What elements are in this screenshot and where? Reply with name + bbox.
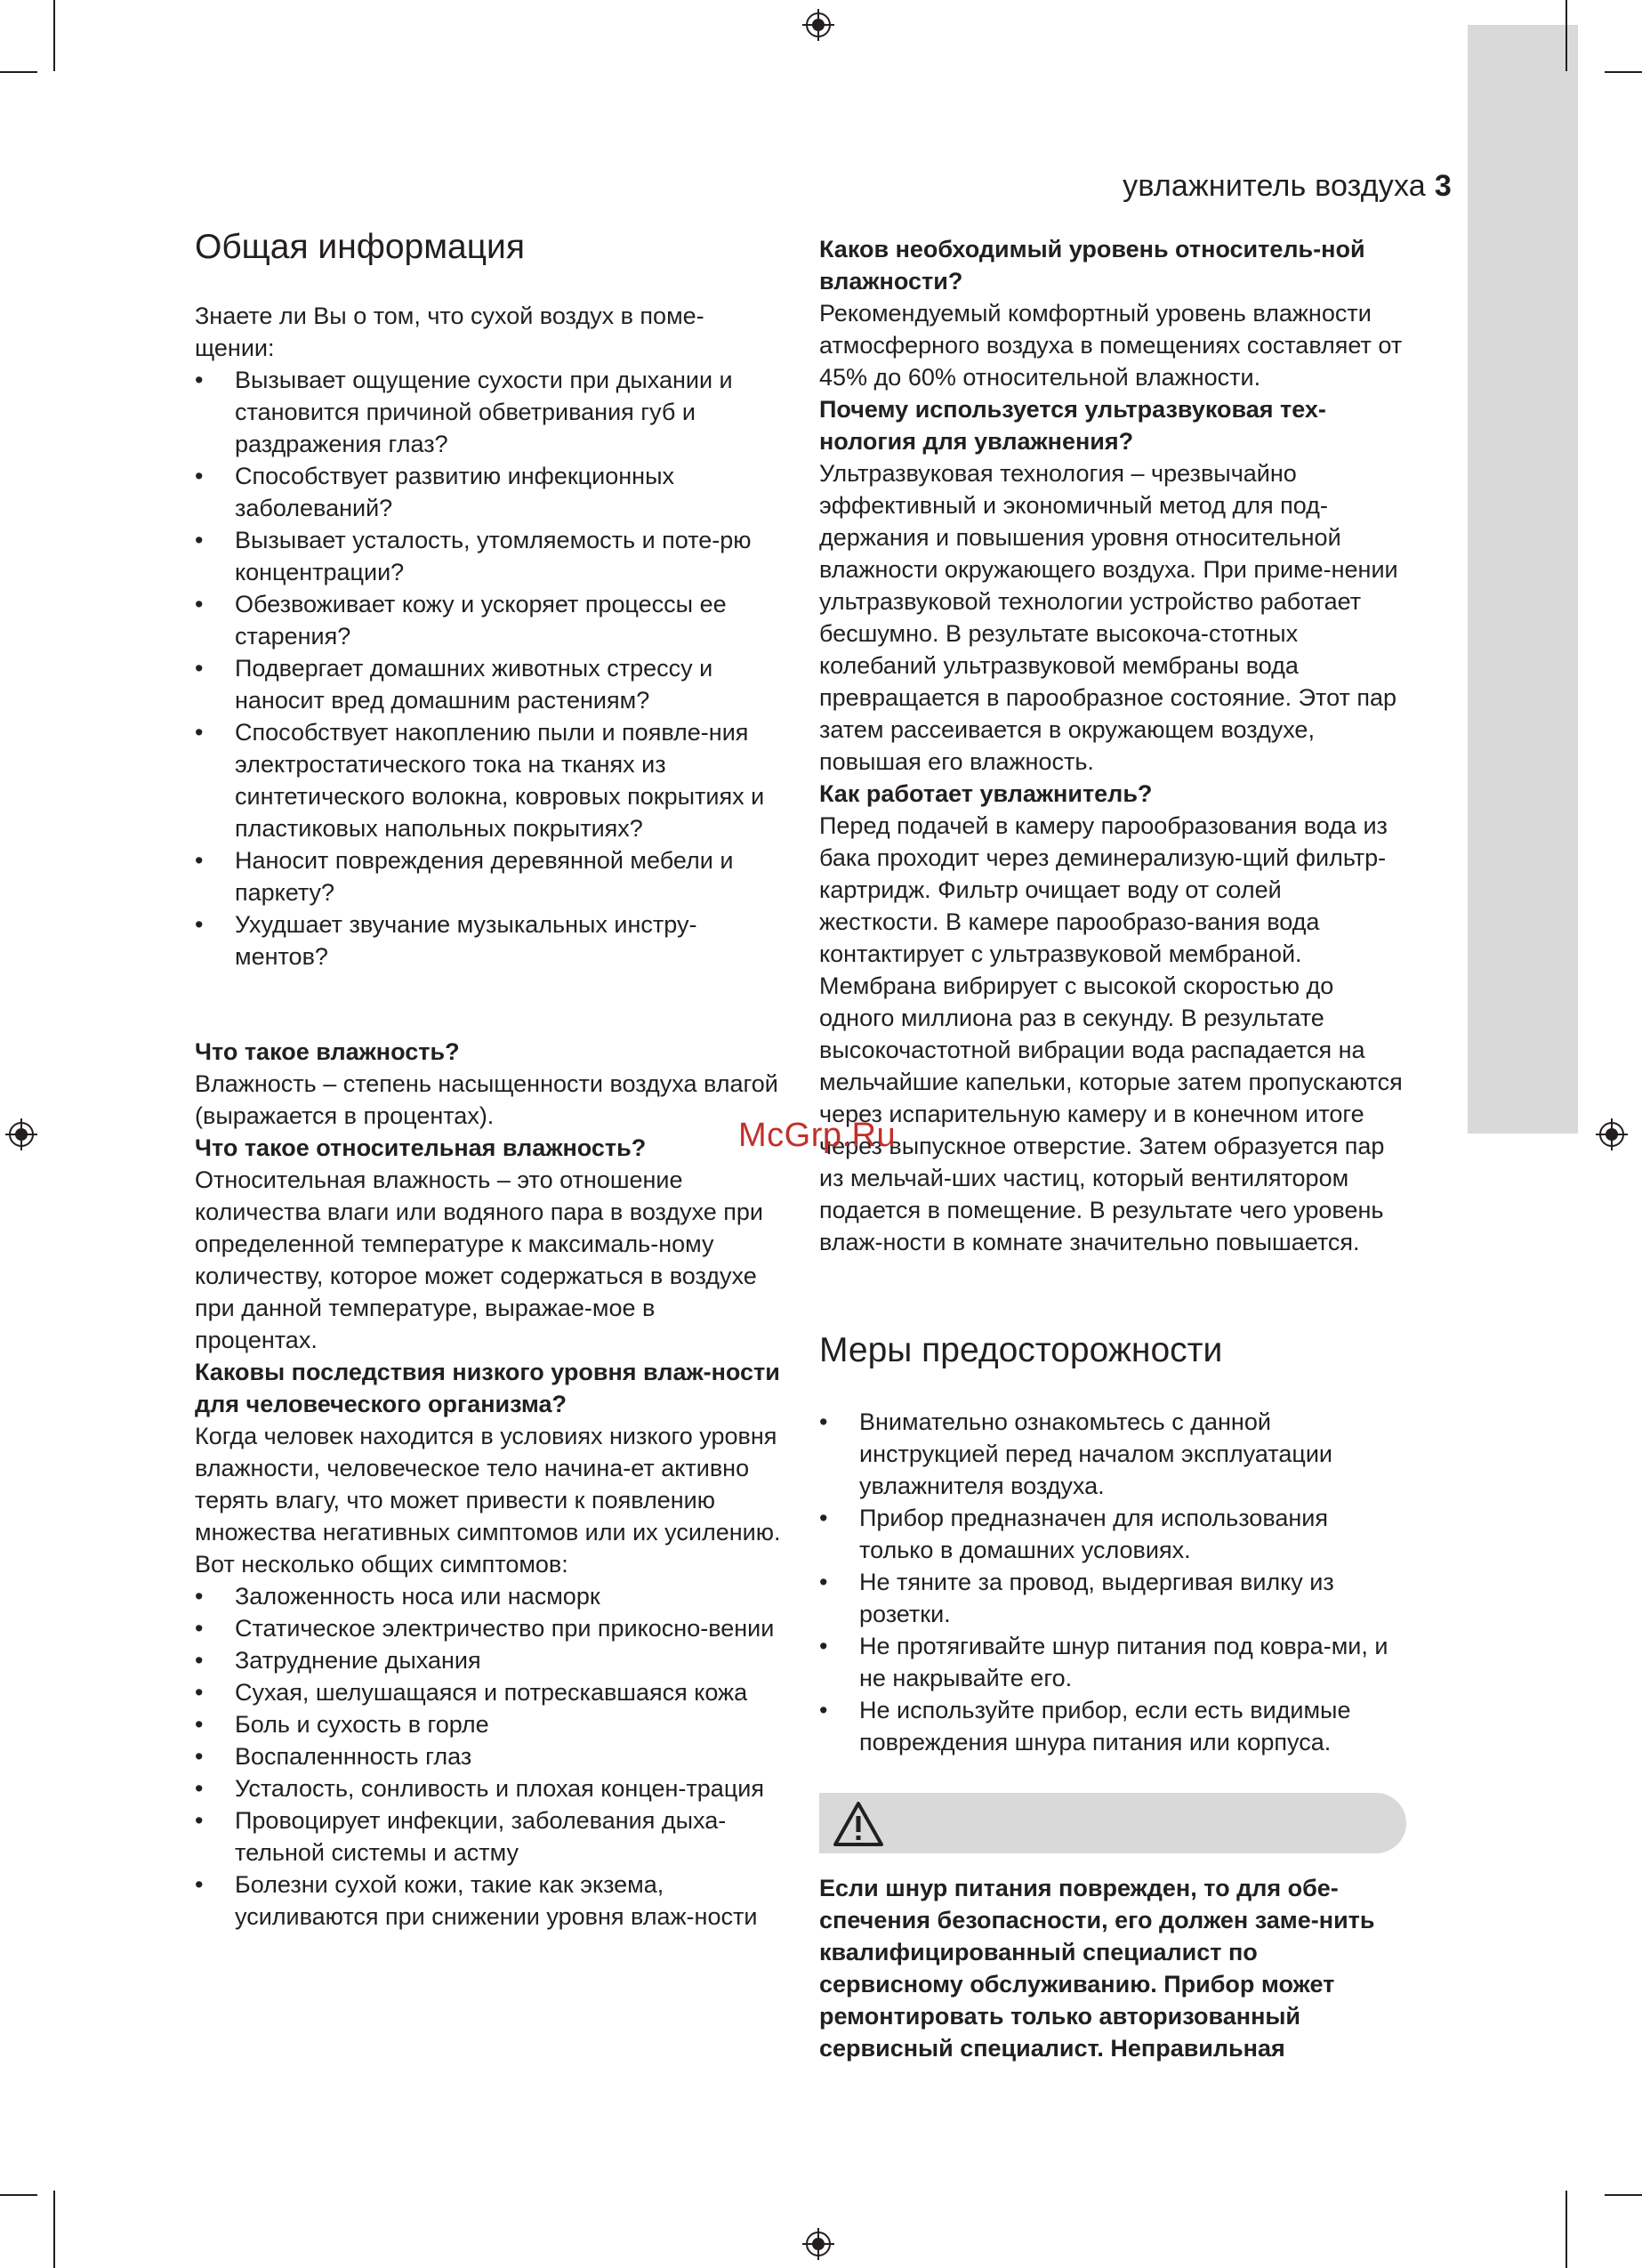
- list-item: • Не используйте прибор, если есть видимые повреждения шнура питания или корпуса.: [819, 1694, 1406, 1758]
- list-item: • Обезвоживает кожу и ускоряет процессы ее старения?: [195, 588, 782, 652]
- registration-target-icon: [802, 2228, 834, 2260]
- question-heading: Что такое влажность?: [195, 1038, 460, 1065]
- dry-air-effects-list: [195, 364, 782, 973]
- question-heading: Почему используется ультразвуковая тех-нология для увлажнения?: [819, 396, 1326, 455]
- list-item: • Подвергает домашних животных стрессу и наносит вред домашним растениям?: [195, 652, 782, 716]
- running-header: [1123, 169, 1452, 204]
- intro-block: [195, 300, 782, 973]
- running-header-title: увлажнитель воздуха: [1123, 169, 1426, 203]
- answer-text: Влажность – степень насыщенности воздуха влагой (выражается в процентах).: [195, 1070, 778, 1129]
- question-heading: Что такое относительная влажность?: [195, 1134, 647, 1161]
- question-heading: Как работает увлажнитель?: [819, 780, 1153, 807]
- list-item: • Статическое электричество при прикосно-вении: [195, 1612, 782, 1644]
- registration-target-icon: [5, 1118, 37, 1150]
- list-item: • Усталость, сонливость и плохая концен-трация: [195, 1772, 782, 1804]
- warning-text: Если шнур питания поврежден, то для обе-спечения безопасности, его должен заме-нить квалифицированный специалист по сервисному обслуживанию. Прибор может ремонтировать только авторизованный сервисный специалист. Неправильная: [819, 1875, 1375, 2062]
- symptoms-list: [195, 1580, 782, 1933]
- warning-bar: [819, 1793, 1406, 1853]
- list-item: • Способствует развитию инфекционных заболеваний?: [195, 460, 782, 524]
- precautions-list: [819, 1406, 1406, 1758]
- crop-mark-bottom-left-h: [0, 2194, 37, 2196]
- list-item: • Вызывает ощущение сухости при дыхании и становится причиной обветривания губ и раздражения глаз?: [195, 364, 782, 460]
- symptoms-intro: Вот несколько общих симптомов:: [195, 1551, 568, 1578]
- warning-triangle-icon: [832, 1800, 885, 1848]
- list-item: • Не тяните за провод, выдергивая вилку из розетки.: [819, 1566, 1406, 1630]
- list-item: • Способствует накоплению пыли и появле-ния электростатического тока на тканях из синтетического волокна, ковровых покрытиях и пластиковых напольных покрытиях?: [195, 716, 782, 844]
- precautions-block: [819, 1406, 1406, 1758]
- list-item: • Наносит повреждения деревянной мебели и паркету?: [195, 844, 782, 908]
- list-item: • Не протягивайте шнур питания под ковра-ми, и не накрывайте его.: [819, 1630, 1406, 1694]
- list-item: • Провоцирует инфекции, заболевания дыха-тельной системы и астму: [195, 1804, 782, 1868]
- registration-target-icon: [802, 9, 834, 41]
- crop-mark-bottom-right-v: [1566, 2191, 1567, 2268]
- answer-text: Ультразвуковая технология – чрезвычайно эффективный и экономичный метод для под-держания и повышения уровня относительной влажности окружающего воздуха. При приме-нении ультразвуковой технологии устройство работает бесшумно. В результате высокоча-стотных колебаний ультразвуковой мембраны вода превращается в парообразное состояние. Этот пар затем рассеивается в окружающем воздухе, повышая его влажность.: [819, 460, 1398, 775]
- intro-text: Знаете ли Вы о том, что сухой воздух в поме-щении:: [195, 303, 704, 361]
- list-item: • Воспаленнность глаз: [195, 1740, 782, 1772]
- list-item: • Внимательно ознакомьтесь с данной инструкцией перед началом эксплуатации увлажнителя воздуха.: [819, 1406, 1406, 1502]
- page-number: 3: [1434, 169, 1452, 203]
- list-item: • Ухудшает звучание музыкальных инстру-ментов?: [195, 908, 782, 973]
- list-item: • Боль и сухость в горле: [195, 1708, 782, 1740]
- faq-block-right: [819, 233, 1406, 1258]
- watermark: McGrp.Ru: [738, 1117, 897, 1154]
- list-item: • Прибор предназначен для использования только в домашних условиях.: [819, 1502, 1406, 1566]
- answer-text: Рекомендуемый комфортный уровень влажности атмосферного воздуха в помещениях составляет от 45% до 60% относительной влажности.: [819, 300, 1403, 391]
- list-item: • Затруднение дыхания: [195, 1644, 782, 1676]
- registration-target-icon: [1596, 1118, 1628, 1150]
- crop-mark-top-left-h: [0, 71, 37, 73]
- crop-mark-top-right-h: [1605, 71, 1642, 73]
- question-heading: Каков необходимый уровень относитель-ной влажности?: [819, 236, 1365, 295]
- section-title-general-info: Общая информация: [195, 228, 525, 266]
- list-item: • Сухая, шелушащаяся и потрескавшаяся кожа: [195, 1676, 782, 1708]
- answer-text: Перед подачей в камеру парообразования вода из бака проходит через деминерализую-щий фильтр-картридж. Фильтр очищает воду от солей жесткости. В камере парообразо-вания вода контактирует с ультразвуковой мембраной. Мембрана вибрирует с высокой скоростью до одного миллиона раз в секунду. В результате высокочастотной вибрации вода распадается на мельчайшие капельки, которые затем пропускаются через испарительную камеру и в конечном итоге через выпускное отверстие. Затем образуется пар из мельчай-ших частиц, который вентилятором подается в помещение. В результате чего уровень влаж-ности в комнате значительно повышается.: [819, 812, 1403, 1255]
- list-item: • Вызывает усталость, утомляемость и поте-рю концентрации?: [195, 524, 782, 588]
- answer-text: Относительная влажность – это отношение количества влаги или водяного пара в воздухе при определенной температуре к максималь-ному количеству, которое может содержаться в воздухе при данной температуре, выражае-мое в процентах.: [195, 1166, 764, 1353]
- faq-block-left: [195, 1036, 782, 1933]
- list-item: • Болезни сухой кожи, такие как экзема, усиливаются при снижении уровня влаж-ности: [195, 1868, 782, 1933]
- question-heading: Каковы последствия низкого уровня влаж-ности для человеческого организма?: [195, 1359, 780, 1417]
- answer-text: Когда человек находится в условиях низкого уровня влажности, человеческое тело начина-ет активно терять влагу, что может привести к появлению множества негативных симптомов или их усилению.: [195, 1423, 781, 1546]
- section-title-precautions: Меры предосторожности: [819, 1331, 1223, 1369]
- list-item: • Заложенность носа или насморк: [195, 1580, 782, 1612]
- side-color-tab: [1468, 25, 1578, 1134]
- crop-mark-bottom-left-v: [53, 2191, 55, 2268]
- crop-mark-bottom-right-h: [1605, 2194, 1642, 2196]
- crop-mark-top-left-v: [53, 0, 55, 71]
- crop-mark-top-right-v: [1566, 0, 1567, 71]
